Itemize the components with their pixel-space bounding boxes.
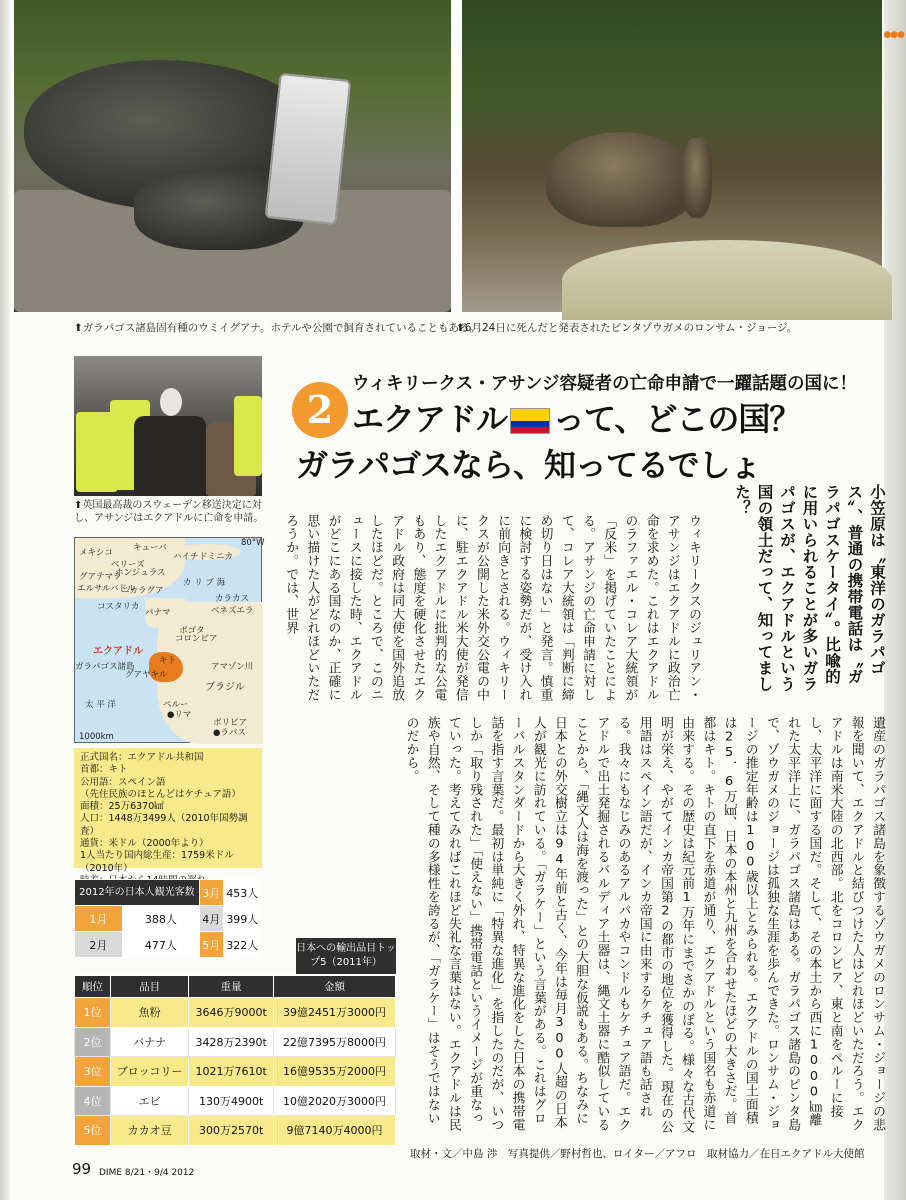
map-label-cuba: キューバ (133, 543, 167, 553)
amount-cell: 9億7140万4000円 (274, 1116, 396, 1146)
map-label-elsalvador: エルサルバドル (77, 584, 136, 594)
marine-iguana-photo (14, 0, 451, 312)
month-cell: 1月 (75, 906, 123, 932)
map-label-bogota: ボゴタ (179, 626, 205, 636)
article-body-lower: 遺産のガラパゴス諸島を象徴するゾウガメのロンサム・ジョージの悲報を聞いて、エクアドルと結びつけた人はどれほどいただろう。エクアドルは南米大陸の北西部。北をコロンビア、東と南をペルーに接し、太平洋に面する国だ。そして、その本土から西に1000㎞離れた太平洋上に、ガラパゴス諸島はある。ガラパゴス諸島のピンタ島で、ゾウガメのジョージは孤独な生涯を歩んできた。ロンサム・ジョージの推定年齢は100歳以上とみられる。エクアドルの国土面積は25．6万㎢、日本の本州と九州を合わせたほどの大きさだ。首都はキト。キトの直下を赤道が通り、エクアドルという国名も赤道に由来する。その歴史は紀元前1万年にまでさかのぼる。様々な古代文明が栄え、やがてインカ帝国第2の都市の地位を獲得した。現在の公用語はスペイン語だが、インカ帝国に由来するケチュア語も話される。我々にもなじみのあるアルパカやコンドルもケチュア語だ。エクアドルで出土発掘されるバルディア土器は、縄文土器に酷似していることから、「縄文人は海を渡った」との大胆な仮説もある。ちなみに日本との外交樹立は94年前と古く、今年は毎月300人超の日本人が観光に訪れている。「ガラケー」という言葉がある。これはグローバルスタンダードから大きく外れ、特異な進化をした日本の携帯電話を指す言葉だ。最初は単純に「特異な進化」を指したのだが、いつしか「取り残された」「使えない」携帯電話というイメージが重なっていった。考えてみればこれほど失礼な言葉はない。エクアドルは民族や自然、そして種の多様性を誇るが、「ガラケー」はそうではないのだから。 (403, 716, 885, 1134)
map-label-peru: ペルー (163, 700, 189, 710)
amount-cell: 22億7395万8000円 (274, 1027, 396, 1057)
map-scale: 1000km (79, 732, 114, 742)
column-header: 品目 (111, 976, 189, 998)
tortoise-shell-shape (546, 132, 696, 227)
item-cell: 魚粉 (111, 998, 189, 1028)
item-cell: ブロッコリー (111, 1057, 189, 1087)
map-label-ecuador: エクアドル (93, 646, 143, 657)
map-label-galapagos: ガラパゴス諸島 (75, 662, 135, 672)
exports-table (74, 975, 396, 1146)
table-row (75, 998, 396, 1028)
article-headline-line2: ガラパゴスなら、知ってるでしょ (296, 446, 761, 484)
assange-caption: ⬆英国最高裁のスウェーデン移送決定に対し、アサンジはエクアドルに亡命を申請。 (74, 500, 264, 524)
month-cell: 3月 (199, 880, 223, 906)
ecuador-flag-icon (510, 408, 550, 434)
column-header: 重量 (189, 976, 274, 998)
count-cell: 453人 (223, 880, 261, 906)
edge-marker: ●●● (883, 30, 904, 40)
section-number-badge: 2 (292, 382, 348, 438)
month-cell: 2月 (75, 932, 123, 958)
map-label-mexico: メキシコ (79, 548, 113, 558)
count-cell: 399人 (223, 906, 261, 932)
article-credits: 取材・文／中島 渉 写真提供／野村哲也、ロイター／アフロ 取材協力／在日エクアドル大使館 (410, 1148, 865, 1160)
item-cell: バナナ (111, 1027, 189, 1057)
weight-cell: 3428万2390t (189, 1027, 274, 1057)
amount-cell: 16億9535万2000円 (274, 1057, 396, 1087)
item-cell: カカオ豆 (111, 1116, 189, 1146)
info-line: 公用語：スペイン語 (80, 776, 166, 788)
map-label-belize: ベリーズ (111, 560, 145, 570)
count-cell: 388人 (122, 906, 199, 932)
ecuador-map (74, 537, 265, 743)
info-line: （先住民族のほとんどはケチュア語） (80, 788, 241, 800)
headline-country: エクアドル (352, 400, 508, 438)
map-label-quito: キト (159, 656, 177, 666)
table-row (75, 1116, 396, 1146)
table-row (75, 1057, 396, 1087)
month-cell: 4月 (199, 906, 223, 932)
weight-cell: 3646万9000t (189, 998, 274, 1028)
weight-cell: 300万2570t (189, 1116, 274, 1146)
info-line: 面積：25万6370㎢ (80, 801, 164, 813)
weight-cell: 130万4900t (189, 1086, 274, 1116)
table-row (75, 1086, 396, 1116)
info-line: 1人当たり国内総生産：1759米ドル（2010年） (80, 850, 234, 874)
weight-cell: 1021万7610t (189, 1057, 274, 1087)
amount-cell: 10億2020万3000円 (274, 1086, 396, 1116)
map-label-pacific: 太 平 洋 (85, 700, 116, 710)
police-vest-shape (234, 396, 262, 476)
rank-cell: 3位 (75, 1057, 111, 1087)
tortoise-caption: ⬆6月24日に死んだと発表されたピンタゾウガメのロンサム・ジョージ。 (456, 322, 798, 334)
tortoise-neck-shape (682, 138, 712, 218)
count-cell: 322人 (223, 932, 261, 958)
rank-cell: 4位 (75, 1086, 111, 1116)
flip-phone-shape (265, 73, 352, 226)
iguana-caption: ⬆ガラパゴス諸島固有種のウミイグアナ。ホテルや公園で飼育されていることもある。 (74, 322, 481, 334)
exports-table-title: 日本への輸出品目トップ5（2011年） (296, 938, 396, 974)
map-label-lapaz: ●ラパス (213, 728, 246, 738)
map-label-venezuela: ベネズエラ (211, 606, 254, 616)
map-label-panama: パナマ (145, 608, 171, 618)
map-label-amazon: アマゾン川 (211, 662, 254, 672)
assange-photo (74, 356, 262, 496)
lonesome-george-photo (462, 0, 882, 312)
column-header: 金額 (274, 976, 396, 998)
magazine-issue: DIME 8/21・9/4 2012 (99, 1168, 195, 1178)
rank-cell: 2位 (75, 1027, 111, 1057)
assange-head-shape (160, 388, 182, 416)
info-line: 通貨：米ドル（2000年より） (80, 838, 209, 850)
map-label-dominica: ドミニカ (199, 552, 234, 562)
map-label-honduras: ホンジュラス (115, 568, 166, 578)
map-label-haiti: ハイチ (173, 552, 199, 562)
item-cell: エビ (111, 1086, 189, 1116)
map-label-80w: 80°W (241, 538, 265, 548)
map-label-caribbean: カ リ ブ 海 (183, 578, 226, 588)
tourist-table-header: 2012年の日本人観光客数 (75, 880, 200, 906)
info-line: 首都：キト (80, 764, 128, 776)
count-cell: 477人 (122, 932, 199, 958)
month-cell: 5月 (199, 932, 223, 958)
amount-cell: 39億2451万3000円 (274, 998, 396, 1028)
page-left-edge (0, 0, 10, 1200)
info-line: 正式国名：エクアドル共和国 (80, 752, 204, 763)
page-number: 99 (72, 1160, 92, 1178)
tourist-count-table (74, 879, 262, 958)
article-body-upper: ウィキリークスのジュリアン・アサンジはエクアドルに政治亡命を求めた。これはエクアドルのラファエル・コレア大統領が「反米」を掲げていたことによる。アサンジの亡命申請に対して、コレア大統領は「判断に締め切り日はない」と発言。慎重に検討する姿勢だが、受け入れに前向きとされる。ウィキリークスが公開した米外交公電の中に、駐エクアドル米大使が発信したエクアドルに批判的な公電もあり、態度を硬化させたエクアドル政府は同大使を国外追放したほどだ。ところで、このニュースに接した時、エクアドルがどこにある国なのか、正確に思い描けた人がどれほどいただろうか。では、世界 (283, 514, 701, 702)
headline-question: って、どこの国？ (553, 400, 801, 438)
article-subhead: ウィキリークス・アサンジ容疑者の亡命申請で一躍話題の国に！ (352, 374, 857, 394)
rank-cell: 5位 (75, 1116, 111, 1146)
column-header: 順位 (75, 976, 111, 998)
assange-coat-shape (134, 416, 206, 496)
country-info-box (74, 748, 262, 874)
article-headline-line1 (352, 394, 800, 440)
table-row (75, 1027, 396, 1057)
pool-shape (562, 240, 892, 320)
info-line: 人口：1448万3499人（2010年国勢調査） (80, 813, 248, 837)
map-label-brazil: ブラジル (205, 682, 245, 693)
map-label-nicaragua: ニカラグア (121, 586, 164, 596)
map-label-colombia: コロンビア (175, 634, 218, 644)
map-label-lima: ●リマ (167, 710, 192, 720)
map-label-guayaquil: グアヤキル (125, 670, 168, 680)
map-label-bolivia: ボリビア (213, 718, 248, 728)
map-label-costarica: コスタリカ (97, 602, 140, 612)
rank-cell: 1位 (75, 998, 111, 1028)
map-label-guatemala: グアテマラ (79, 572, 122, 582)
map-label-caracas: カラカス (215, 594, 250, 604)
article-lead: 小笠原は〝東洋のガラパゴス〟、普通の携帯電話は〝ガラパゴスケータイ〟。比喩的に用いられることが多いガラパゴスが、エクアドルという国の領土だって、知ってました？ (733, 484, 886, 692)
